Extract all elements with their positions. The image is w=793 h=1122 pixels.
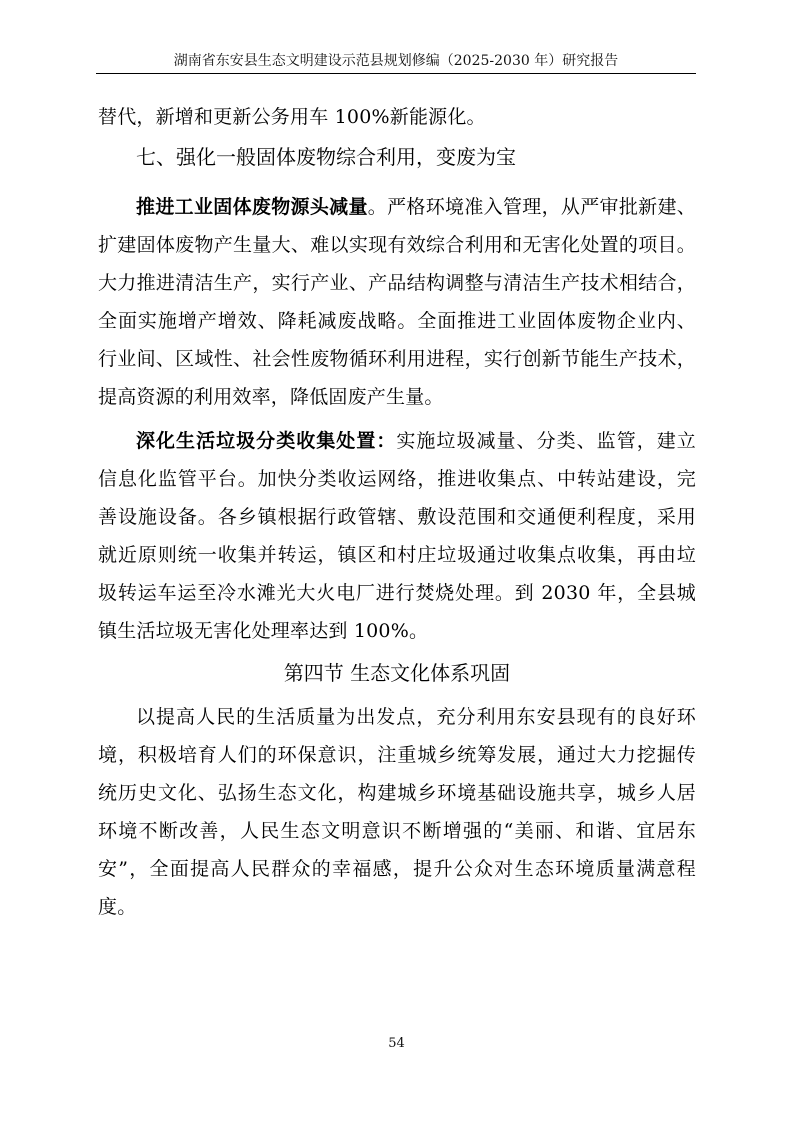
page-number: 54 (388, 1036, 405, 1051)
paragraph-line: 善设施设备。各乡镇根据行政管辖、敷设范围和交通便利程度，采用 (98, 506, 696, 528)
bold-lead-household: 深化生活垃圾分类收集处置： (136, 430, 397, 452)
paragraph-line: 环境不断改善，人民生态文明意识不断增强的“美丽、和谐、宜居东 (98, 820, 696, 842)
paragraph-line: 全面实施增产增效、降耗减废战略。全面推进工业固体废物企业内、 (98, 310, 696, 332)
paragraph-line: 安”，全面提高人民群众的幸福感，提升公众对生态环境质量满意程 (98, 858, 696, 880)
paragraph-line: 就近原则统一收集并转运，镇区和村庄垃圾通过收集点收集，再由垃 (98, 544, 696, 566)
paragraph-line: 行业间、区域性、社会性废物循环利用进程，实行创新节能生产技术， (98, 348, 696, 370)
paragraph-line: 统历史文化、弘扬生态文化，构建城乡环境基础设施共享，城乡人居 (98, 782, 696, 804)
paragraph-line: 大力推进清洁生产，实行产业、产品结构调整与清洁生产技术相结合， (98, 272, 696, 294)
paragraph-line: 镇生活垃圾无害化处理率达到 100%。 (98, 620, 429, 642)
paragraph-line: 度。 (98, 896, 137, 918)
paragraph-line: 以提高人民的生活质量为出发点，充分利用东安县现有的良好环 (136, 706, 696, 728)
paragraph-line: 提高资源的利用效率，降低固废产生量。 (98, 386, 444, 408)
paragraph-household-waste (98, 422, 696, 650)
heading-seven: 七、强化一般固体废物综合利用，变废为宝 (136, 145, 516, 169)
page-header: 湖南省东安县生态文明建设示范县规划修编（2025-2030 年）研究报告 (173, 53, 619, 69)
paragraph-line: 境，积极培育人们的环保意识，注重城乡统筹发展，通过大力挖掘传 (98, 744, 696, 766)
section-title: 第四节 生态文化体系巩固 (283, 661, 511, 685)
paragraph-line (98, 188, 696, 226)
line-text: 。严格环境准入管理，从严审批新建、 (367, 196, 697, 218)
paragraph-line: 扩建固体废物产生量大、难以实现有效综合利用和无害化处置的项目。 (98, 234, 696, 256)
paragraph-line: 圾转运车运至冷水滩光大火电厂进行焚烧处理。到 2030 年，全县城 (98, 582, 696, 604)
paragraph-line: 信息化监管平台。加快分类收运网络，推进收集点、中转站建设，完 (98, 468, 696, 490)
paragraph-line (98, 422, 696, 460)
bold-lead-industrial: 推进工业固体废物源头减量 (136, 196, 368, 218)
header-rule (96, 73, 696, 74)
paragraph-eco-culture (98, 698, 696, 926)
carryover-line: 替代，新增和更新公务用车 100%新能源化。 (98, 106, 486, 128)
document-body (98, 98, 696, 926)
paragraph-industrial-waste (98, 188, 696, 416)
line-text: 实施垃圾减量、分类、监管，建立 (396, 430, 696, 452)
